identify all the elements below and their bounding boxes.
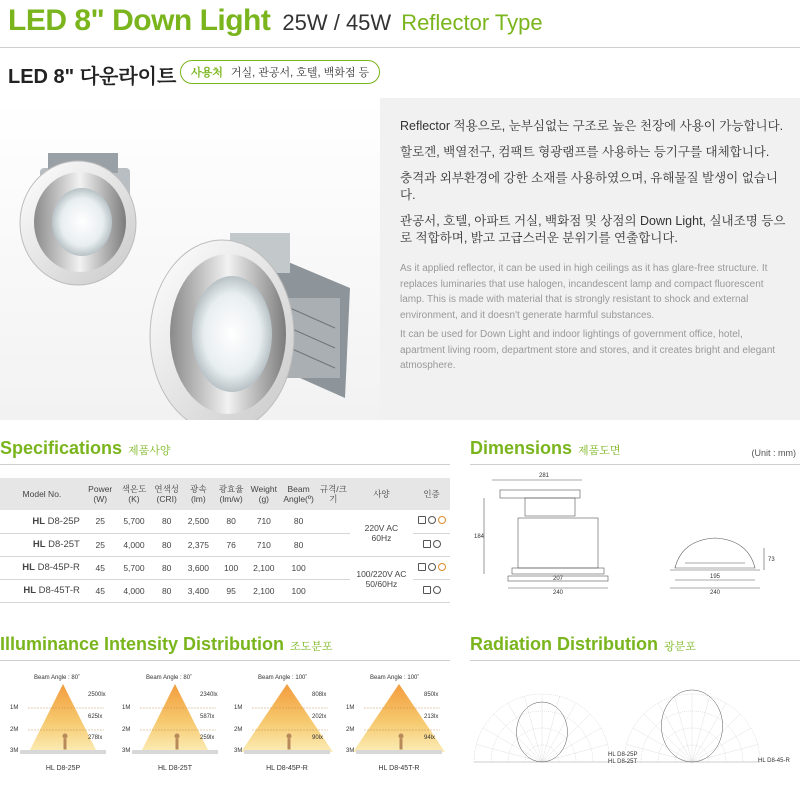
unit-label: (Unit : mm) bbox=[751, 448, 796, 458]
large-downlight bbox=[150, 233, 350, 420]
title-wattage: 25W / 45W bbox=[282, 10, 392, 35]
desc-kr-line: 할로겐, 백열전구, 컴팩트 형광램프를 사용하는 등기구를 대체합니다. bbox=[400, 145, 770, 159]
downlight-illustration bbox=[0, 98, 380, 420]
cell-spec-100-220v: 100/220V AC 50/60Hz bbox=[350, 556, 413, 602]
cell-beam: 80 bbox=[280, 533, 317, 556]
side-view-drawing bbox=[484, 480, 608, 588]
cell-weight: 710 bbox=[247, 510, 280, 533]
dim-inner-side: 207 bbox=[552, 576, 564, 582]
radiation-title: Radiation Distribution bbox=[470, 634, 658, 654]
specifications-title: Specifications bbox=[0, 438, 123, 458]
radiation-title-kr: 광분포 bbox=[664, 641, 696, 653]
polar-spoke bbox=[692, 696, 710, 762]
th-beam: Beam Angle(º) bbox=[280, 478, 317, 510]
cell-power: 25 bbox=[84, 510, 117, 533]
title-type: Reflector Type bbox=[401, 10, 543, 35]
specifications-title-kr: 제품사양 bbox=[128, 445, 171, 457]
cert-icons bbox=[423, 586, 441, 594]
distance-label: 3M bbox=[234, 748, 243, 754]
dimension-drawings bbox=[470, 468, 800, 596]
distance-label: 2M bbox=[122, 727, 131, 733]
polar-spoke bbox=[542, 728, 601, 762]
distance-label: 1M bbox=[234, 705, 243, 711]
radiation-heading bbox=[470, 634, 696, 655]
polar-spoke bbox=[658, 703, 692, 762]
polar-spoke bbox=[542, 703, 576, 762]
distance-label: 1M bbox=[122, 705, 131, 711]
cell-size bbox=[317, 556, 350, 579]
cell-power: 45 bbox=[84, 556, 117, 579]
polar-spoke bbox=[674, 696, 692, 762]
illuminance-model-label: HL D8-45P-R bbox=[266, 765, 308, 772]
cell-flux: 3,400 bbox=[182, 579, 215, 602]
distance-label: 3M bbox=[122, 748, 131, 754]
radiation-caption-1b: HL D8-25T bbox=[608, 759, 638, 765]
polar-spoke bbox=[542, 696, 560, 762]
dimensions-divider bbox=[470, 464, 800, 465]
specifications-divider bbox=[0, 464, 450, 465]
table-row bbox=[0, 510, 450, 533]
small-downlight bbox=[20, 153, 136, 285]
cell-efficiency: 80 bbox=[215, 510, 248, 533]
cell-power: 25 bbox=[84, 533, 117, 556]
polar-plot-25 bbox=[474, 694, 610, 762]
lux-value: 2500lx bbox=[88, 692, 106, 698]
illuminance-chart bbox=[120, 672, 230, 772]
polar-spoke bbox=[633, 728, 692, 762]
illuminance-title: Illuminance Intensity Distribution bbox=[0, 634, 285, 654]
th-power: Power (W) bbox=[84, 478, 117, 510]
beam-angle-label: Beam Angle : 100˚ bbox=[258, 675, 308, 681]
dim-front-height: 73 bbox=[768, 557, 775, 563]
distance-label: 2M bbox=[346, 727, 355, 733]
polar-spoke bbox=[692, 714, 740, 762]
description-panel bbox=[380, 98, 800, 420]
product-photo bbox=[0, 98, 380, 420]
th-efficiency: 광효율 (lm/w) bbox=[215, 478, 248, 510]
usage-label: 사용처 bbox=[191, 67, 223, 79]
polar-spoke bbox=[508, 703, 542, 762]
th-cert: 인증 bbox=[413, 478, 450, 510]
cell-cct: 4,000 bbox=[117, 579, 152, 602]
lux-value: 94lx bbox=[424, 735, 436, 741]
cell-efficiency: 76 bbox=[215, 533, 248, 556]
distance-label: 3M bbox=[10, 748, 19, 754]
polar-spoke bbox=[542, 744, 608, 762]
illuminance-chart bbox=[8, 672, 118, 772]
cell-cct: 4,000 bbox=[117, 533, 152, 556]
header-divider bbox=[0, 47, 800, 48]
radiation-caption-1a: HL D8-25P bbox=[608, 752, 638, 758]
cell-cri: 80 bbox=[151, 510, 182, 533]
illuminance-divider bbox=[0, 660, 450, 661]
dim-width-top: 281 bbox=[538, 473, 550, 479]
desc-kr-line: 관공서, 호텔, 아파트 거실, 백화점 및 상점의 Down Light, 실내조명 등으로 적합하며, 밝고 고급스러운 분위기를 연출합니다. bbox=[400, 214, 786, 245]
cell-cri: 80 bbox=[151, 533, 182, 556]
illuminance-chart bbox=[232, 672, 342, 772]
beam-angle-label: Beam Angle : 80˚ bbox=[34, 675, 81, 681]
usage-value: 거실, 관공서, 호텔, 백화점 등 bbox=[230, 67, 370, 79]
th-flux: 광속 (lm) bbox=[182, 478, 215, 510]
cell-efficiency: 100 bbox=[215, 556, 248, 579]
radiation-caption-2: HL D8-45-R bbox=[758, 758, 790, 764]
th-model: Model No. bbox=[0, 478, 84, 510]
desc-en-para: As it applied reflector, it can be used in high ceilings as it has glare-free structure. It replaces luminaries that use halogen, incandescent lamp and compact fluorescent lamp. This is made with material that is strongly resistant to shock and external environment, and it doesn't generate harmful substances. bbox=[400, 263, 768, 321]
distance-label: 3M bbox=[346, 748, 355, 754]
distance-label: 2M bbox=[10, 727, 19, 733]
dim-inner-front: 195 bbox=[709, 574, 721, 580]
lux-value: 278lx bbox=[88, 735, 103, 741]
dimensions-heading bbox=[470, 438, 621, 459]
radiation-divider bbox=[470, 660, 800, 661]
cell-cert bbox=[413, 556, 450, 579]
th-cct: 색온도 (K) bbox=[117, 478, 152, 510]
cert-icons bbox=[423, 540, 441, 548]
lux-value: 259lx bbox=[200, 735, 215, 741]
cert-icons bbox=[418, 563, 446, 571]
illuminance-heading bbox=[0, 634, 333, 655]
cell-flux: 3,600 bbox=[182, 556, 215, 579]
polar-spoke bbox=[692, 744, 758, 762]
dim-height: 184 bbox=[474, 534, 485, 540]
polar-spoke bbox=[483, 728, 542, 762]
desc-kr-line: 충격과 외부환경에 강한 소재를 사용하였으며, 유해물질 발생이 없습니다. bbox=[400, 171, 778, 202]
usage-badge bbox=[180, 60, 380, 84]
lux-value: 850lx bbox=[424, 692, 439, 698]
cell-size bbox=[317, 579, 350, 602]
illuminance-chart bbox=[344, 672, 454, 772]
front-view-drawing bbox=[670, 538, 764, 588]
illuminance-model-label: HL D8-25P bbox=[45, 765, 81, 772]
polar-spoke bbox=[644, 714, 692, 762]
cell-cert bbox=[413, 579, 450, 602]
specifications-table bbox=[0, 478, 450, 603]
cell-efficiency: 95 bbox=[215, 579, 248, 602]
cell-model: HL D8-45P-R bbox=[0, 556, 84, 579]
lux-value: 2340lx bbox=[200, 692, 218, 698]
th-size: 규격/크기 bbox=[317, 478, 350, 510]
specifications-heading bbox=[0, 438, 171, 459]
desc-kr-line: Reflector 적용으로, 눈부심없는 구조로 높은 천장에 사용이 가능합니다. bbox=[400, 119, 784, 133]
lux-value: 587lx bbox=[200, 714, 215, 720]
cell-cert bbox=[413, 533, 450, 556]
dim-outer-side: 240 bbox=[552, 590, 564, 596]
radiation-caption-1 bbox=[608, 752, 637, 766]
cell-model: HL D8-25P bbox=[0, 510, 84, 533]
cell-flux: 2,500 bbox=[182, 510, 215, 533]
polar-spoke bbox=[524, 696, 542, 762]
th-cri: 연색성 (CRI) bbox=[151, 478, 182, 510]
polar-spoke bbox=[476, 744, 542, 762]
distance-label: 2M bbox=[234, 727, 243, 733]
dimensions-title: Dimensions bbox=[470, 438, 573, 458]
cell-power: 45 bbox=[84, 579, 117, 602]
cell-model: HL D8-25T bbox=[0, 533, 84, 556]
page-title bbox=[8, 4, 543, 44]
cell-weight: 2,100 bbox=[247, 556, 280, 579]
cell-cct: 5,700 bbox=[117, 556, 152, 579]
illuminance-model-label: HL D8-45T-R bbox=[378, 765, 420, 772]
lux-value: 90lx bbox=[312, 735, 324, 741]
cell-cct: 5,700 bbox=[117, 510, 152, 533]
lux-value: 625lx bbox=[88, 714, 103, 720]
korean-title: LED 8" 다운라이트 bbox=[8, 66, 177, 88]
lux-value: 213lx bbox=[424, 714, 439, 720]
dimensions-title-kr: 제품도면 bbox=[578, 445, 621, 457]
cell-weight: 710 bbox=[247, 533, 280, 556]
polar-spoke bbox=[692, 703, 726, 762]
cell-size bbox=[317, 533, 350, 556]
lux-value: 808lx bbox=[312, 692, 327, 698]
cert-icons bbox=[418, 516, 446, 524]
cell-beam: 80 bbox=[280, 510, 317, 533]
desc-en-para: It can be used for Down Light and indoor lightings of government office, hotel, apartment living room, department store and stores, and it creates bright and elegant atmosphere. bbox=[400, 329, 776, 371]
polar-spoke bbox=[692, 728, 751, 762]
table-row bbox=[0, 556, 450, 579]
illuminance-model-label: HL D8-25T bbox=[158, 765, 192, 772]
cell-cert bbox=[413, 510, 450, 533]
cell-cri: 80 bbox=[151, 556, 182, 579]
cell-cri: 80 bbox=[151, 579, 182, 602]
illuminance-title-kr: 조도분포 bbox=[290, 641, 333, 653]
cell-spec-220v: 220V AC 60Hz bbox=[350, 510, 413, 556]
table-header-row bbox=[0, 478, 450, 510]
cell-weight: 2,100 bbox=[247, 579, 280, 602]
beam-angle-label: Beam Angle : 80˚ bbox=[146, 675, 193, 681]
cell-beam: 100 bbox=[280, 579, 317, 602]
cell-flux: 2,375 bbox=[182, 533, 215, 556]
description-korean bbox=[400, 118, 788, 247]
description-english bbox=[400, 261, 788, 374]
title-main: LED 8" Down Light bbox=[8, 4, 271, 37]
dim-outer-front: 240 bbox=[709, 590, 721, 596]
cell-model: HL D8-45T-R bbox=[0, 579, 84, 602]
th-spec: 사양 bbox=[350, 478, 413, 510]
distance-label: 1M bbox=[10, 705, 19, 711]
distance-label: 1M bbox=[346, 705, 355, 711]
cell-size bbox=[317, 510, 350, 533]
lux-value: 202lx bbox=[312, 714, 327, 720]
polar-plot-45 bbox=[624, 690, 760, 762]
cell-beam: 100 bbox=[280, 556, 317, 579]
th-weight: Weight (g) bbox=[247, 478, 280, 510]
beam-angle-label: Beam Angle : 100˚ bbox=[370, 675, 420, 681]
